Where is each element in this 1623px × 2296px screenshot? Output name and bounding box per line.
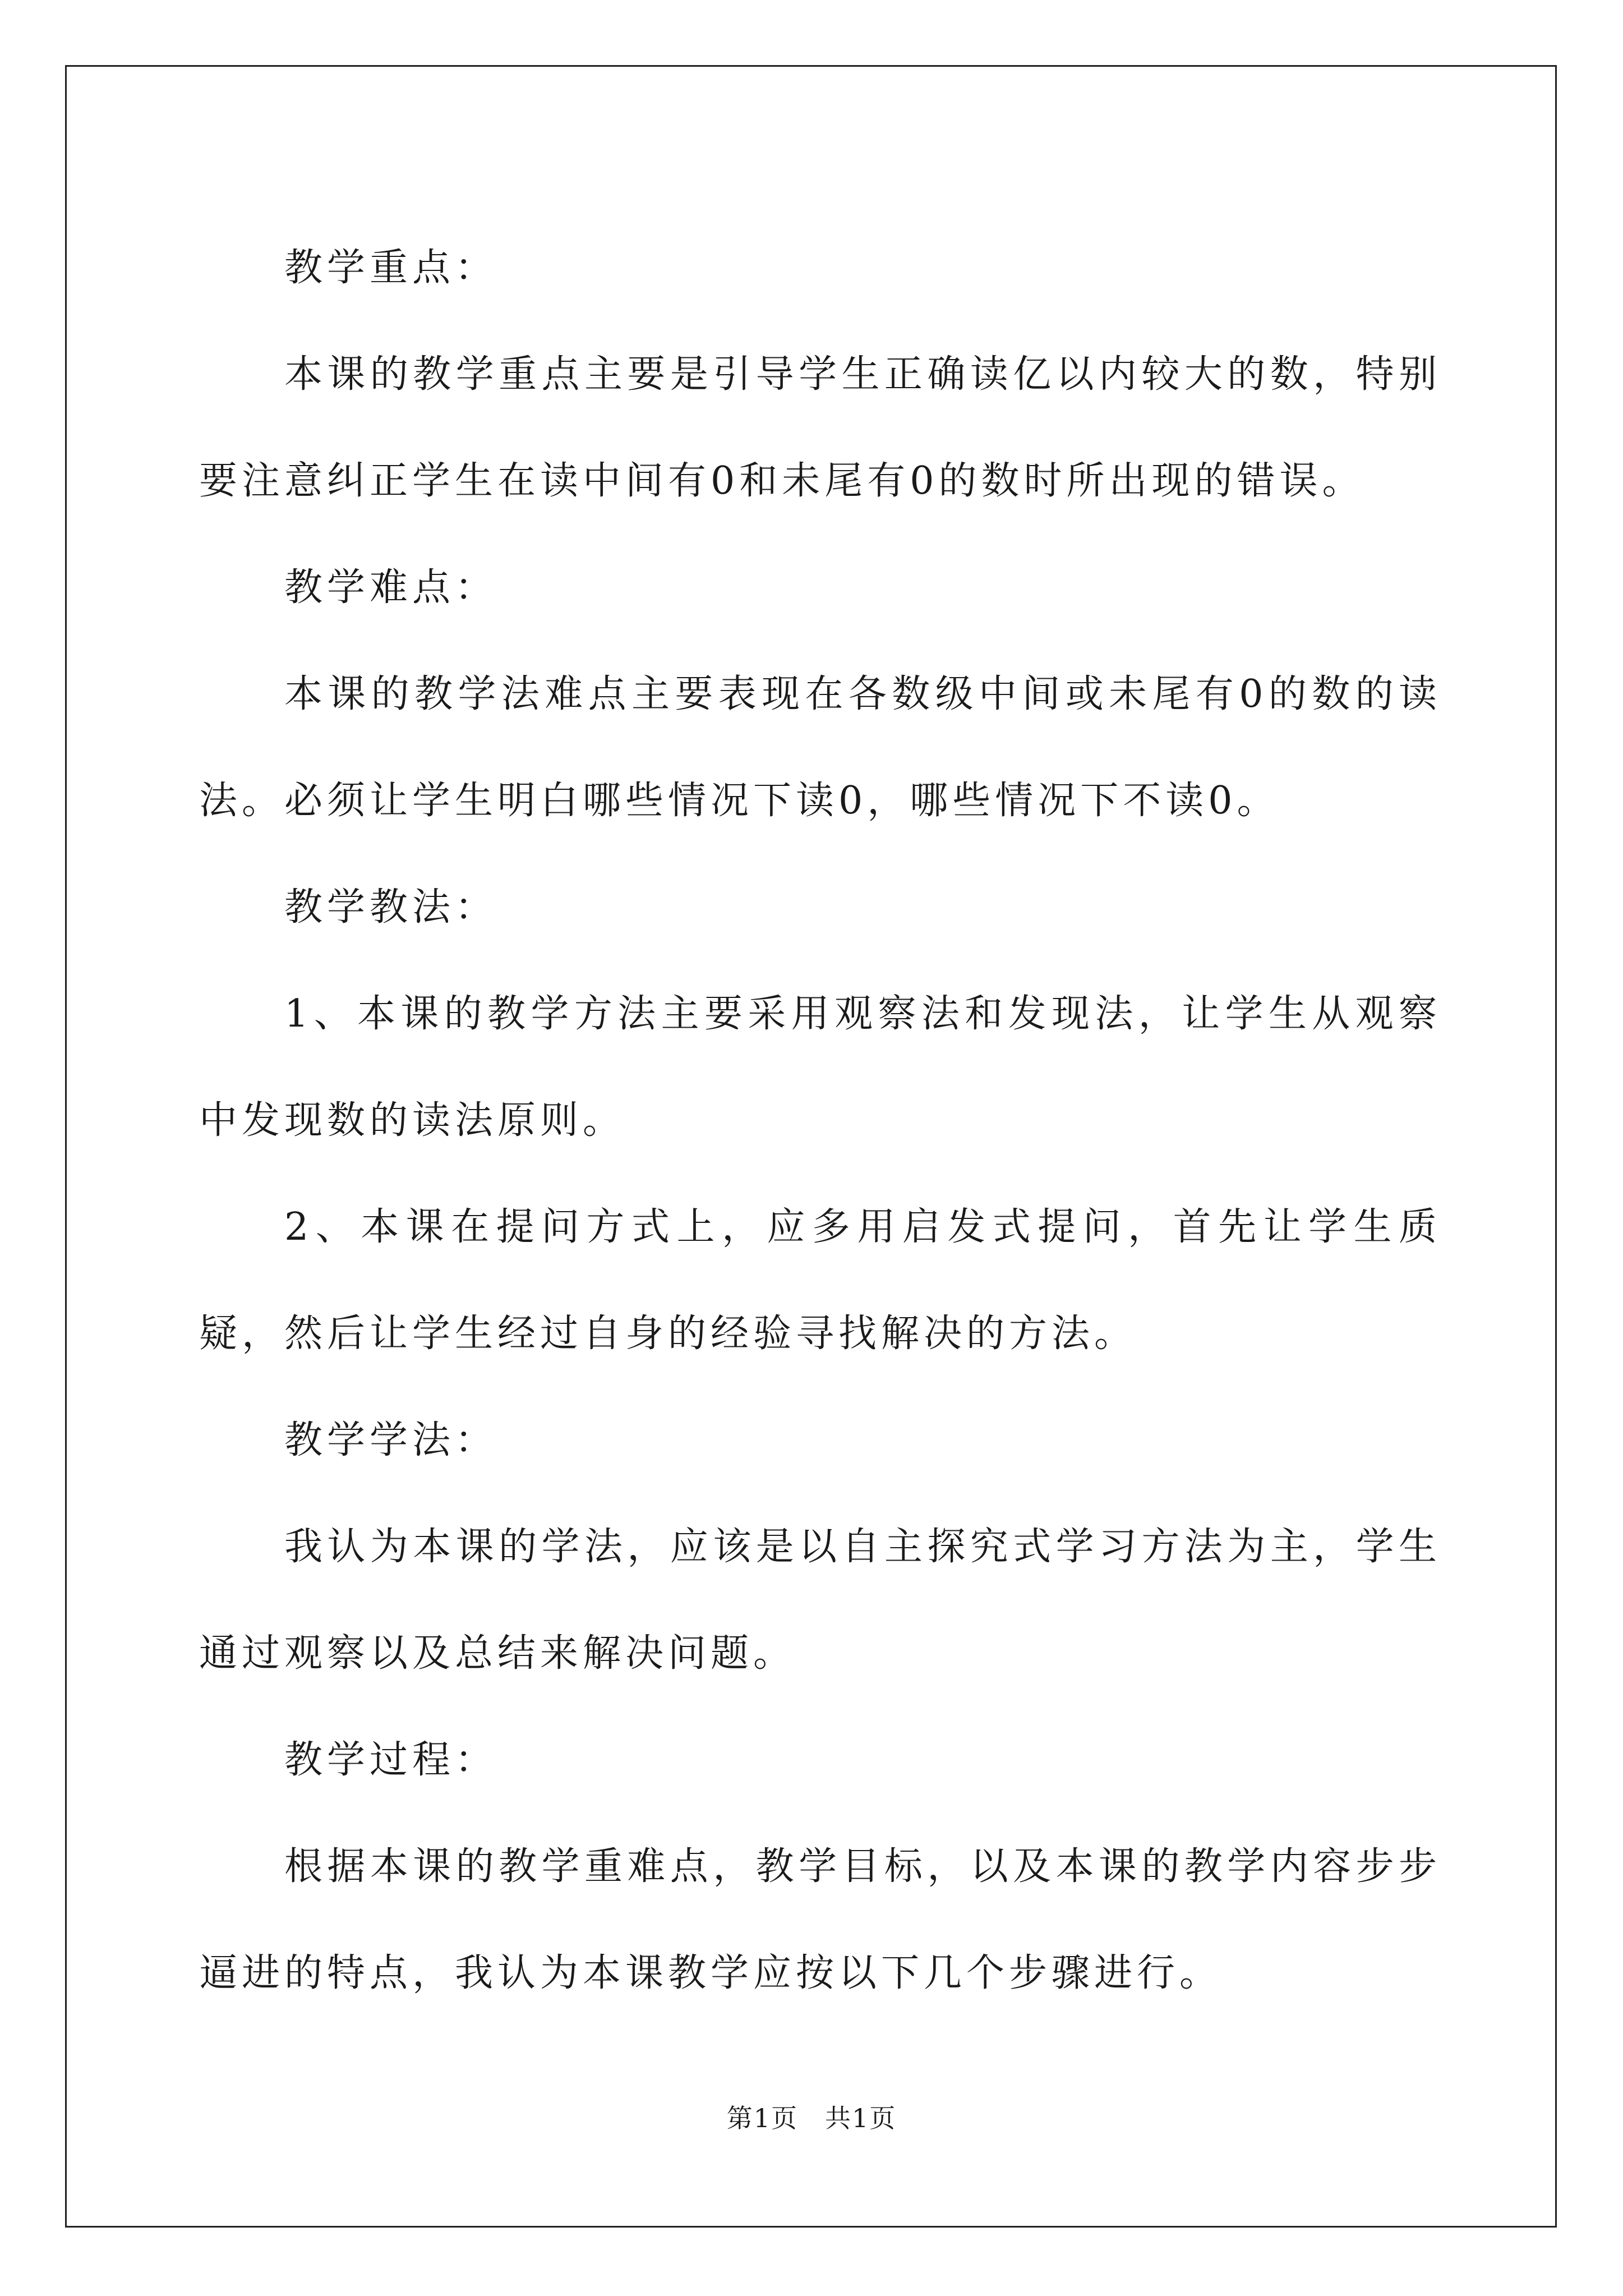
heading-difficulties: 教学难点：	[284, 565, 498, 610]
heading-teaching-methods: 教学教法：	[284, 885, 498, 930]
paragraph-teaching-process: 根据本课的教学重难点，教学目标，以及本课的教学内容步步逼进的特点，我认为本课教学应按以下几个步骤进行。	[199, 1844, 1441, 1995]
heading-key-points: 教学重点：	[284, 246, 498, 290]
paragraph-method-1: 1、本课的教学方法主要采用观察法和发现法，让学生从观察中发现数的读法原则。	[199, 992, 1441, 1143]
document-body	[199, 215, 1441, 2027]
paragraph-method-2: 2、本课在提问方式上，应多用启发式提问，首先让学生质疑，然后让学生经过自身的经验寻找解决的方法。	[199, 1205, 1441, 1356]
paragraph-key-points: 本课的教学重点主要是引导学生正确读亿以内较大的数，特别要注意纠正学生在读中间有0和未尾有0的数时所出现的错误。	[199, 352, 1441, 503]
paragraph-learning-methods: 我认为本课的学法，应该是以自主探究式学习方法为主，学生通过观察以及总结来解决问题。	[199, 1525, 1441, 1676]
heading-learning-methods: 教学学法：	[284, 1418, 498, 1462]
paragraph-difficulties: 本课的教学法难点主要表现在各数级中间或未尾有0的数的读法。必须让学生明白哪些情况下读0，哪些情况下不读0。	[199, 672, 1441, 823]
heading-teaching-process: 教学过程：	[284, 1738, 498, 1782]
page-number-footer: 第1页 共1页	[726, 2103, 897, 2133]
